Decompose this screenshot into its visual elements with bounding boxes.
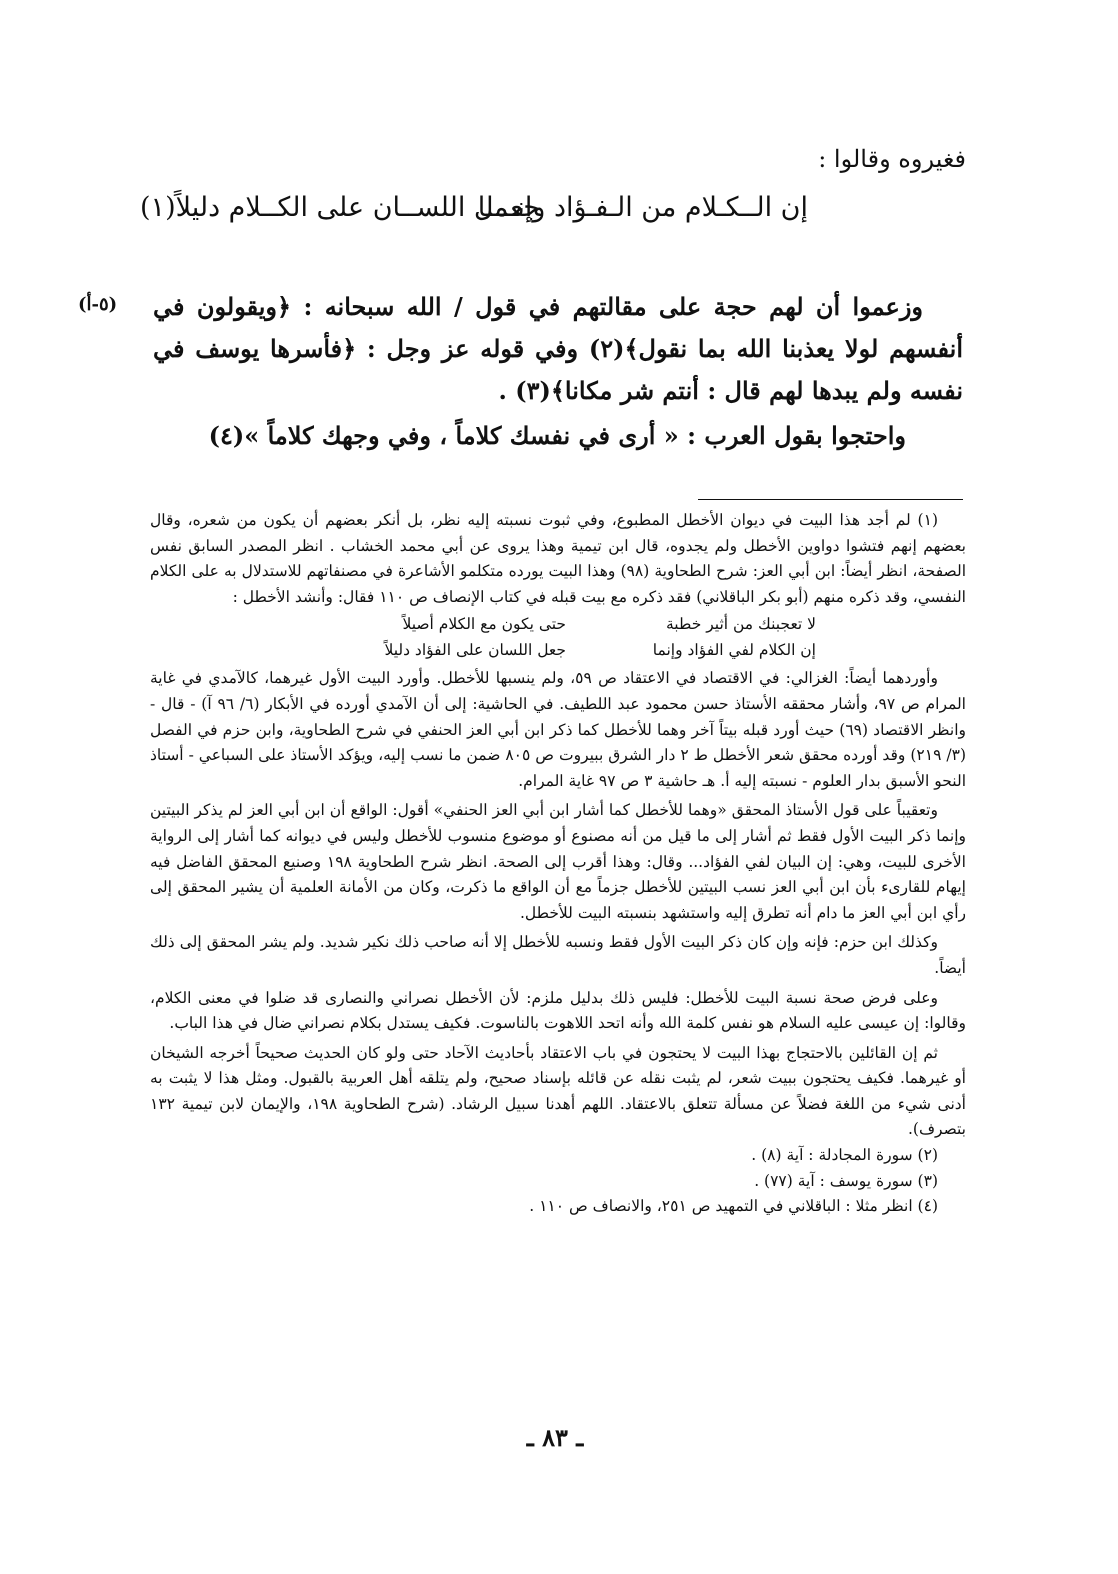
footnote-1-objection: وعلى فرض صحة نسبة البيت للأخطل: فليس ذلك بدليل ملزم: لأن الأخطل نصراني والنصارى قد ضلوا في معنى الكلام، وقالوا: إن عيسى عليه السلام هو نفس كلمة الله وأنه اتحد اللاهوت بالناسوت. فكيف يستدل بكلام نصراني ضال في هذا الباب. (150, 988, 966, 1033)
couplet-line-1b: حتى يكون مع الكلام أصيلاً (402, 615, 566, 634)
intro-line: فغيروه وقالوا : (818, 145, 966, 173)
quoted-couplet (150, 610, 966, 662)
verse-first-hemistich: إن الــكـلام من الـفـؤاد وإنـمـا (477, 192, 808, 223)
footnote-1-sources: وأوردهما أيضاً: الغزالي: في الاقتصاد في الاعتقاد ص ٥٩، ولم ينسبها للأخطل. وأورد البيت الأول غيرهما، كالآمدي في غاية المرام ص ٩٧، وأشار محققه الأستاذ حسن محمود عبد اللطيف. في الحاشية: إلى أن الآمدي أورده في الأبكار (٦/ ٩٦ آ) - قال - وانظر الاقتصاد (٦٩) حيث أورد قبله بيتاً آخر وهما للأخطل كما ذكر ابن أبي العز الحنفي في شرح الطحاوية، وابن حزم في الفصل (٣/ ٢١٩) وقد أورده محقق شعر الأخطل ط ٢ دار الشرق ببيروت ص ٨٠٥ ضمن ما نسب إليه، ويؤكد الأستاذ على السباعي - أستاذ النحو الأسبق بدار العلوم - نسبته إليه أ. هـ حاشية ٣ ص ٩٧ غاية المرام. (150, 669, 966, 790)
couplet-line-2b: جعل اللسان على الفؤاد دليلاً (384, 641, 566, 660)
page-number: ـ ٨٣ ـ (526, 1423, 584, 1452)
footnote-4: (٤) انظر مثلا : الباقلاني في التمهيد ص ٢٥١، والانصاف ص ١١٠ . (529, 1197, 938, 1216)
footnote-1-commentary: وتعقيباً على قول الأستاذ المحقق «وهما للأخطل كما أشار ابن أبي العز الحنفي» أقول: الواقع أن ابن أبي العز لم يذكر البيتين وإنما ذكر البيت الأول فقط ثم أشار إلى ما قيل من أنه مصنوع أو موضوع منسوب للأخطل وليس في ديوانه كما أشار إلى الرواية الأخرى للبيت، وهي: إن البيان لفي الفؤاد... وقال: وهذا أقرب إلى الصحة. انظر شرح الطحاوية ١٩٨ وصنيع المحقق الفاضل فيه إيهام للقارىء بأن ابن أبي العز نسب البيتين للأخطل جزماً مع أن الواقع ما ذكرت، وكان من الأمانة العلمية أن يشير المحقق إلى رأي ابن أبي العز ما دام أنه تطرق إليه واستشهد بنسبته البيت للأخطل. (150, 801, 966, 922)
footnote-2: (٢) سورة المجادلة : آية (٨) . (751, 1146, 938, 1165)
manuscript-folio-note: (٥-أ) (78, 294, 118, 315)
footnote-3: (٣) سورة يوسف : آية (٧٧) . (754, 1171, 938, 1190)
footnote-1-ibn-hazm: وكذلك ابن حزم: فإنه وإن كان ذكر البيت الأول فقط ونسبه للأخطل إلا أنه صاحب ذلك نكير شديد. ولم يشر المحقق إلى ذلك أيضاً. (150, 933, 966, 977)
poem-verse (0, 188, 960, 232)
main-text (153, 286, 963, 412)
verse-second-hemistich: جعــل اللســان على الكــلام دليلاً(١) (140, 192, 540, 223)
arab-saying-paragraph: واحتجوا بقول العرب : « أرى في نفسك كلاماً ، وفي وجهك كلاماً »(٤) (208, 421, 906, 450)
footnotes (150, 508, 966, 1220)
main-paragraph: وزعموا أن لهم حجة على مقالتهم في قول / الله سبحانه : ﴿ويقولون في أنفسهم لولا يعذبنا الله بما نقول﴾(٢) وفي قوله عز وجل : ﴿فأسرها يوسف في نفسه ولم يبدها لهم قال : أنتم شر مكانا﴾(٣) . (153, 292, 964, 405)
couplet-line-2a: إن الكلام لفي الفؤاد وإنما (652, 641, 816, 660)
footnote-1-intro: (١) لم أجد هذا البيت في ديوان الأخطل المطبوع، وفي ثبوت نسبته إليه نظر، بل أنكر بعضهم أن يكون من شعره، وقال بعضهم إنهم فتشوا دواوين الأخطل ولم يجدوه، قال ابن تيمية وهذا يروى عن أبي محمد الخشاب . انظر المصدر السابق نفس الصفحة، انظر أيضاً: ابن أبي العز: شرح الطحاوية (٩٨) وهذا البيت يورده متكلمو الأشاعرة في مصنفاتهم للاستدلال به على الكلام النفسي، وقد ذكره منهم (أبو بكر الباقلاني) فقد ذكره مع بيت قبله في كتاب الإنصاف ص ١١٠ فقال: وأنشد الأخطل : (150, 511, 967, 606)
footnote-1-conclusion: ثم إن القائلين بالاحتجاج بهذا البيت لا يحتجون في باب الاعتقاد بأحاديث الآحاد حتى ولو كان الحديث صحيحاً أخرجه الشيخان أو غيرهما. فكيف يحتجون ببيت شعر، لم يثبت نقله عن قائله بإسناد صحيح، ولم يتلقه أهل العربية بالقبول. ومثل هذا لا يثبت به أدنى شيء من اللغة فضلاً عن مسألة تتعلق بالاعتقاد. اللهم أهدنا سبيل الرشاد. (شرح الطحاوية ١٩٨، والإيمان لابن تيمية ١٣٢ بتصرف). (150, 1043, 966, 1139)
footnote-divider (698, 499, 963, 500)
couplet-line-1a: لا تعجبنك من أثير خطبة (666, 615, 816, 634)
